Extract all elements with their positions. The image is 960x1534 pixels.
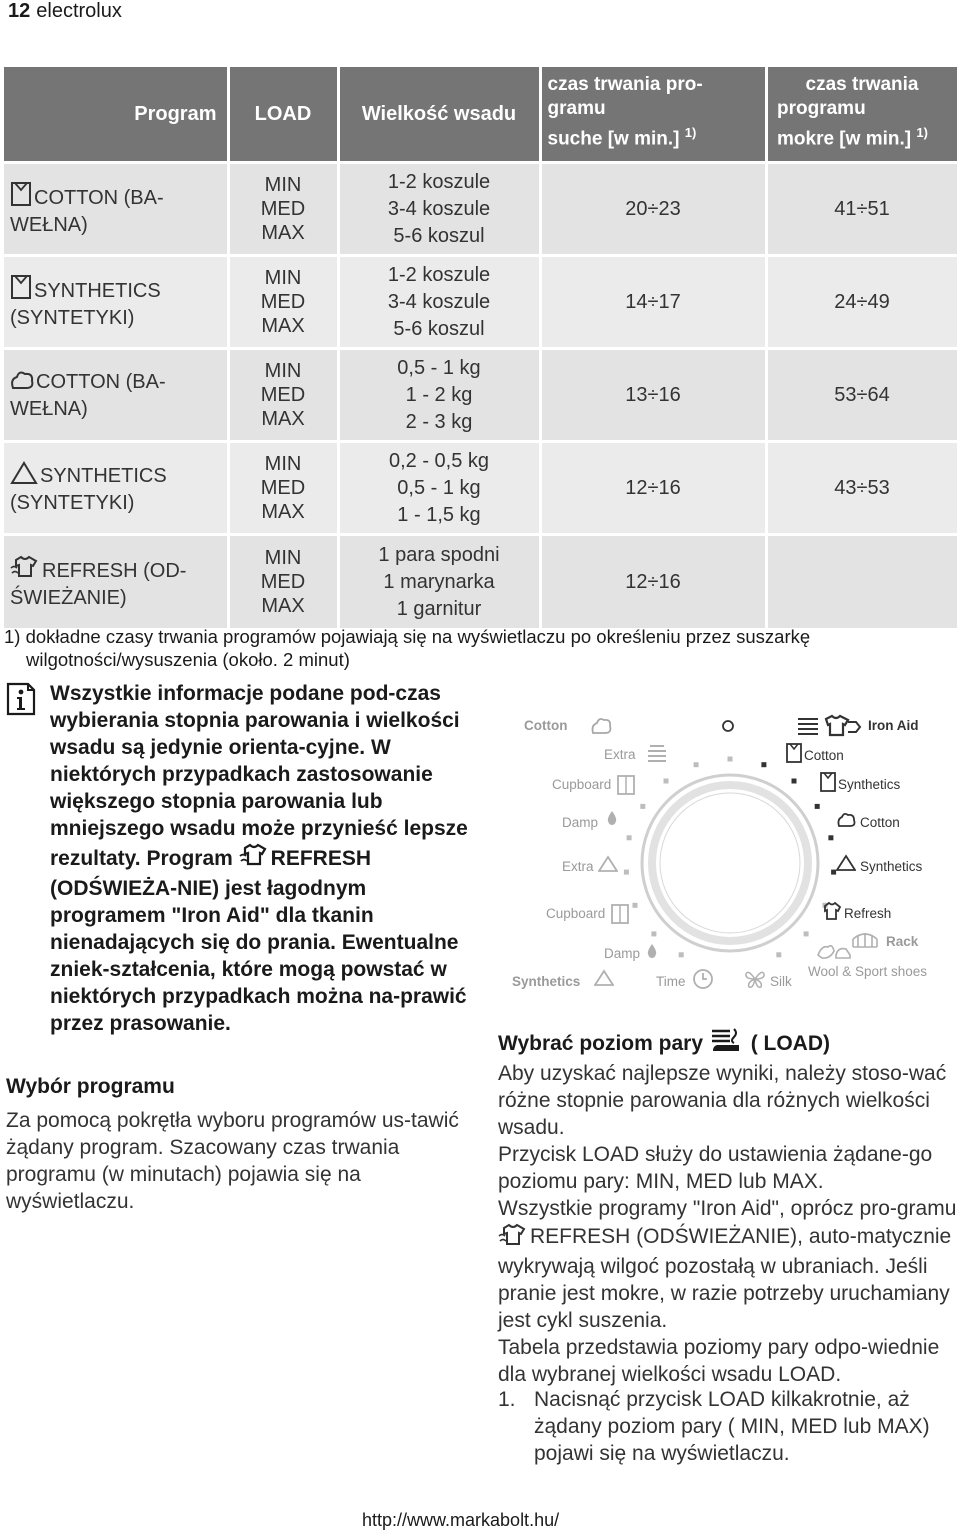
program-name-line1: SYNTHETICS [40, 465, 167, 488]
dial-tick [792, 779, 797, 784]
table-footnote [4, 625, 954, 671]
program-dial-diagram [498, 705, 960, 1005]
shirt-tag-icon [786, 743, 802, 763]
size-med: 1 - 2 kg [405, 383, 473, 406]
time-clock-icon [692, 968, 714, 990]
table-row [4, 535, 958, 628]
steam-paragraph-1: Aby uzyskać najlepsze wyniki, należy stoso-wać różne stopnie parowania dla różnych wielkości wsadu. [498, 1062, 947, 1139]
header-dry-line3: suche [w min.] [547, 128, 680, 150]
steam-heading-load: ( LOAD) [750, 1032, 831, 1055]
dial-tick [651, 931, 656, 936]
program-name-line1: COTTON (BA- [36, 371, 166, 394]
size-min: 0,5 - 1 kg [397, 356, 481, 379]
dial-label-extra-2: Extra [562, 859, 594, 874]
size-min: 1 para spodni [378, 543, 500, 566]
footnote-line2: wilgotności/wysuszenia (około. 2 minut) [26, 649, 350, 670]
steam-paragraph-4: Tabela przedstawia poziomy pary odpo-wiednie dla wybranej wielkości wsadu LOAD. [498, 1336, 940, 1386]
wet-time-cell [766, 535, 958, 628]
dial-label-damp-1: Damp [562, 815, 599, 830]
dial-label-cotton: Cotton [524, 718, 568, 733]
load-cell [228, 256, 338, 349]
header-wet-time [766, 67, 958, 163]
load-max: MAX [261, 222, 305, 245]
size-med: 1 marynarka [383, 570, 495, 593]
dial-tick [728, 757, 733, 762]
damp-drop-icon [646, 943, 658, 959]
dial-tick [804, 931, 809, 936]
dry-time-cell: 20÷23 [540, 163, 766, 256]
table-row [4, 349, 958, 442]
table-header-row [4, 67, 958, 163]
program-name-cell [4, 442, 228, 535]
dial-label-cupboard-1: Cupboard [552, 777, 612, 792]
size-med: 0,5 - 1 kg [397, 476, 481, 499]
dial-tick [633, 903, 638, 908]
page-header [8, 0, 122, 23]
refresh-shirt-icon [820, 901, 842, 921]
size-max: 5-6 koszul [393, 224, 485, 247]
load-min: MIN [264, 547, 302, 570]
load-min: MIN [264, 267, 302, 290]
dial-label-synthetics: Synthetics [512, 974, 581, 989]
dial-tick [664, 779, 669, 784]
dial-label-damp-2: Damp [604, 946, 641, 961]
size-max: 2 - 3 kg [405, 410, 473, 433]
load-med: MED [260, 291, 306, 314]
steam-steps-list [498, 1386, 958, 1467]
header-dry-time [540, 67, 766, 163]
header-size: Wielkość wsadu [338, 67, 540, 163]
extra-dry-icon [646, 743, 668, 763]
triangle-icon [10, 461, 38, 491]
steam-paragraph-3b: REFRESH (ODŚWIEŻANIE), auto-matycznie wykrywają wilgoć pozostałą w ubraniach. Jeśli pranie jest mokre, w razie potrzeby uruchamiany jest cykl suszenia. [498, 1225, 952, 1332]
section-steam-heading [498, 1027, 830, 1059]
program-name-line2: (SYNTETYKI) [10, 307, 135, 330]
steam-heading-text: Wybrać poziom pary [498, 1032, 703, 1055]
info-text-part1: Wszystkie informacje podane pod-czas wybierania stopnia parowania i wielkości wsadu są jedynie orienta-cyjne. W niektórych przypadkach zastosowanie większego stopnia parowania lub mniejszego wsadu może przynieść lepsze rezultaty. Program [50, 682, 468, 870]
dial-label-refresh: Refresh [844, 906, 892, 921]
load-med: MED [260, 198, 306, 221]
dial-label-extra-1: Extra [604, 747, 636, 762]
program-name-cell [4, 349, 228, 442]
table-row [4, 256, 958, 349]
extra-triangle-icon [598, 855, 618, 873]
dial-label-rack: Rack [886, 934, 919, 949]
program-name-cell [4, 535, 228, 628]
dial-label-wool: Wool & Sport shoes [808, 964, 928, 979]
header-dry-line2: gramu [547, 98, 606, 119]
iron-aid-icon [796, 713, 862, 737]
source-url: http://www.markabolt.hu/ [362, 1510, 560, 1530]
header-wet-line1: czas trwania [805, 74, 919, 95]
load-cell [228, 163, 338, 256]
dial-tick [679, 952, 684, 957]
dial-label-silk: Silk [770, 974, 792, 989]
damp-drop-icon [606, 810, 618, 826]
program-table [4, 67, 960, 628]
cotton-dial-icon [590, 715, 612, 737]
dry-time-cell: 14÷17 [540, 256, 766, 349]
dial-tick [640, 804, 645, 809]
program-name-line1: REFRESH (OD- [42, 560, 187, 583]
steam-paragraph-3a: Wszystkie programy "Iron Aid", oprócz pro-gramu [498, 1197, 957, 1220]
shirt-tag-icon [10, 181, 32, 213]
size-cell [338, 442, 540, 535]
dial-tick [627, 835, 632, 840]
load-max: MAX [261, 501, 305, 524]
load-med: MED [260, 571, 306, 594]
dial-tick [815, 804, 820, 809]
size-min: 1-2 koszule [387, 170, 491, 193]
wet-time-cell: 24÷49 [766, 256, 958, 349]
load-med: MED [260, 477, 306, 500]
section-program-heading: Wybór programu [6, 1075, 175, 1098]
cotton-flower-icon [10, 369, 34, 397]
dry-time-cell: 13÷16 [540, 349, 766, 442]
info-icon [6, 682, 36, 721]
shirt-tag-icon [10, 274, 32, 306]
header-wet-line3: mokre [w min.] [777, 128, 912, 150]
section-steam-text [498, 1060, 958, 1388]
size-min: 1-2 koszule [387, 263, 491, 286]
dial-tick [624, 870, 629, 875]
load-cell [228, 349, 338, 442]
wet-time-cell: 41÷51 [766, 163, 958, 256]
rack-icon [850, 927, 880, 949]
page-number: 12 [8, 0, 31, 22]
size-max: 1 garnitur [396, 597, 482, 620]
dial-label-iron-aid: Iron Aid [868, 718, 919, 733]
program-name-line2: (SYNTETYKI) [10, 492, 135, 515]
load-max: MAX [261, 315, 305, 338]
steam-load-icon [709, 1027, 743, 1059]
load-min: MIN [264, 174, 302, 197]
dial-label-cupboard-2: Cupboard [546, 906, 606, 921]
wet-time-cell: 53÷64 [766, 349, 958, 442]
size-cell [338, 349, 540, 442]
load-med: MED [260, 384, 306, 407]
dry-time-cell: 12÷16 [540, 442, 766, 535]
shirt-tag-icon [820, 772, 836, 792]
header-dry-line1: czas trwania pro- [547, 74, 703, 95]
brand-name: electrolux [36, 0, 122, 22]
header-wet-line2: programu [777, 98, 866, 119]
footnote-mark: 1) [684, 125, 697, 140]
load-min: MIN [264, 360, 302, 383]
load-max: MAX [261, 408, 305, 431]
size-cell [338, 163, 540, 256]
program-name-line1: SYNTHETICS [34, 280, 161, 303]
cupboard-icon [616, 774, 636, 796]
dial-tick [761, 762, 766, 767]
load-max: MAX [261, 595, 305, 618]
load-cell [228, 442, 338, 535]
dial-label-synthetics-r: Synthetics [860, 859, 923, 874]
program-name-line1: COTTON (BA- [34, 187, 164, 210]
program-name-cell [4, 256, 228, 349]
section-program-text: Za pomocą pokrętła wyboru programów us-tawić żądany program. Szacowany czas trwania programu (w minutach) pojawia się na wyświetlaczu. [6, 1109, 459, 1213]
dial-tick [828, 835, 833, 840]
cotton-flower-icon [836, 811, 856, 829]
size-min: 0,2 - 0,5 kg [388, 449, 490, 472]
program-name-line2: WEŁNA) [10, 398, 88, 421]
dial-tick [776, 952, 781, 957]
silk-butterfly-icon [744, 968, 766, 990]
dial-label-cotton-r2: Cotton [860, 815, 900, 830]
size-max: 1 - 1,5 kg [397, 503, 481, 526]
dial-label-synthetics-r1: Synthetics [838, 777, 901, 792]
refresh-shirt-icon [10, 554, 40, 586]
steam-paragraph-2: Przycisk LOAD służy do ustawienia żądane-go poziomu pary: MIN, MED lub MAX. [498, 1143, 933, 1193]
table-row [4, 163, 958, 256]
load-min: MIN [264, 453, 302, 476]
refresh-shirt-icon [239, 842, 269, 875]
load-cell [228, 535, 338, 628]
size-med: 3-4 koszule [387, 197, 491, 220]
cupboard-icon [610, 903, 630, 925]
info-note [50, 680, 470, 1037]
footnote-line1: 1) dokładne czasy trwania programów pojawiają się na wyświetlaczu po określeniu przez suszarkę [4, 626, 811, 647]
dial-tick [694, 762, 699, 767]
info-text-part2: REFRESH (ODŚWIEŻA-NIE) jest łagodnym programem "Iron Aid" dla tkanin nienadających się do prania. Ewentualne zniek-ształcenia, które mogą powstać w niektórych przypadkach można na-prawić przez prasowanie. [50, 847, 467, 1035]
synthetics-triangle-icon [594, 969, 614, 987]
footnote-mark: 1) [916, 125, 928, 140]
program-name-line2: WEŁNA) [10, 214, 88, 237]
dry-time-cell: 12÷16 [540, 535, 766, 628]
wool-sport-shoes-icon [816, 941, 852, 961]
program-name-cell [4, 163, 228, 256]
dial-label-cotton-r1: Cotton [804, 748, 844, 763]
program-name-line2: ŚWIEŻANIE) [10, 587, 127, 610]
size-cell [338, 535, 540, 628]
size-cell [338, 256, 540, 349]
refresh-shirt-icon [498, 1222, 528, 1253]
dial-label-time: Time [656, 974, 686, 989]
table-row [4, 442, 958, 535]
header-load: LOAD [228, 67, 338, 163]
list-item-number: 1. [498, 1388, 516, 1411]
list-item-text: Nacisnąć przycisk LOAD kilkakrotnie, aż żądany poziom pary ( MIN, MED lub MAX) pojawi się na wyświetlaczu. [534, 1388, 930, 1465]
size-max: 5-6 koszul [393, 317, 485, 340]
steam-paragraph-3 [498, 1195, 958, 1334]
size-med: 3-4 koszule [387, 290, 491, 313]
triangle-icon [836, 854, 856, 872]
wet-time-cell: 43÷53 [766, 442, 958, 535]
header-program: Program [4, 67, 228, 163]
